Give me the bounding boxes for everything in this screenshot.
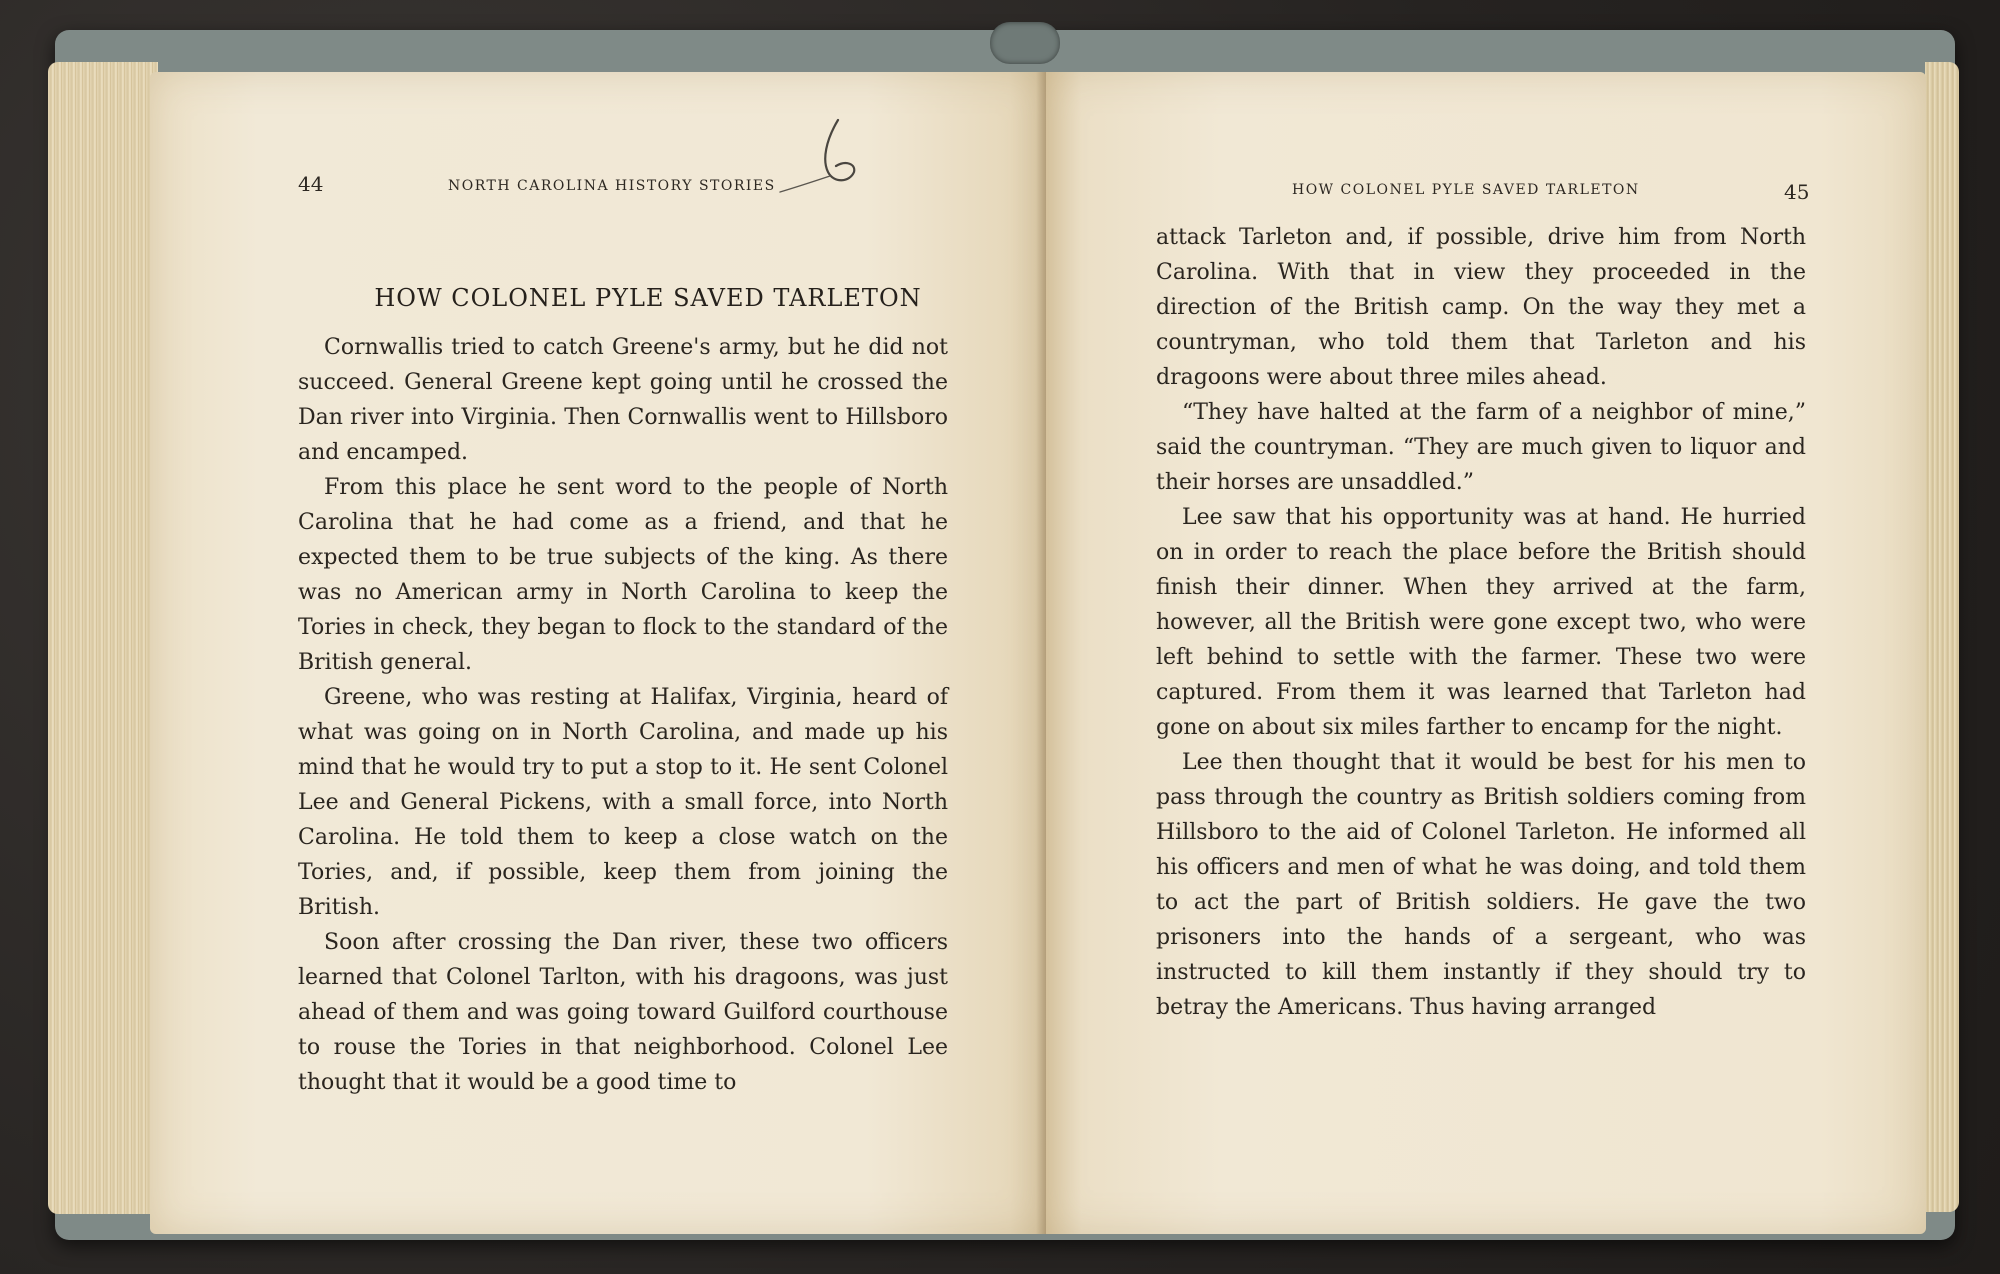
left-page-stack <box>48 62 158 1214</box>
pencil-annotation-icon <box>770 110 870 200</box>
right-page-stack <box>1925 62 1959 1212</box>
right-running-head: HOW COLONEL PYLE SAVED TARLETON <box>1292 182 1640 198</box>
spine-ribbon <box>990 22 1060 64</box>
paragraph: Greene, who was resting at Halifax, Virginia, heard of what was going on in North Carolina, and made up his mind that he would try to put a stop to it. He sent Colonel Lee and General Pickens, with a small force, into North Carolina. He told them to keep a close watch on the Tories, and, if possible, keep them from joining the British. <box>298 685 948 920</box>
paragraph: Lee then thought that it would be best for his men to pass through the country as British soldiers coming from Hillsboro to the aid of Colonel Tarleton. He informed all his officers and men of what he was doing, and told them to act the part of British soldiers. He gave the two prisoners into the hands of a sergeant, who was instructed to kill them instantly if they should try to betray the Americans. Thus having arranged <box>1156 750 1806 1020</box>
chapter-title: HOW COLONEL PYLE SAVED TARLETON <box>374 284 922 312</box>
right-page-number: 45 <box>1784 180 1810 204</box>
paragraph: Cornwallis tried to catch Greene's army, but he did not succeed. General Greene kept going until he crossed the Dan river into Virginia. Then Cornwallis went to Hillsboro and encamped. <box>298 335 948 465</box>
left-page-number: 44 <box>298 172 324 196</box>
left-page-text <box>298 330 948 1100</box>
left-running-head: NORTH CAROLINA HISTORY STORIES <box>448 178 776 194</box>
paragraph: Lee saw that his opportunity was at hand. He hurried on in order to reach the place before the British should finish their dinner. When they arrived at the farm, however, all the British were gone except two, who were left behind to settle with the farmer. These two were captured. From them it was learned that Tarleton had gone on about six miles farther to encamp for the night. <box>1156 505 1806 740</box>
paragraph: attack Tarleton and, if possible, drive him from North Carolina. With that in view they proceeded in the direction of the British camp. On the way they met a countryman, who told them that Tarleton and his dragoons were about three miles ahead. <box>1156 225 1806 390</box>
paragraph: From this place he sent word to the people of North Carolina that he had come as a friend, and that he expected them to be true subjects of the king. As there was no American army in North Carolina to keep the Tories in check, they began to flock to the standard of the British general. <box>298 475 948 675</box>
paragraph: Soon after crossing the Dan river, these two officers learned that Colonel Tarlton, with his dragoons, was just ahead of them and was going toward Guilford courthouse to rouse the Tories in that neighborhood. Colonel Lee thought that it would be a good time to <box>298 930 948 1095</box>
right-page-text <box>1156 220 1806 1025</box>
paragraph: “They have halted at the farm of a neighbor of mine,” said the countryman. “They are much given to liquor and their horses are unsaddled.” <box>1156 400 1806 495</box>
